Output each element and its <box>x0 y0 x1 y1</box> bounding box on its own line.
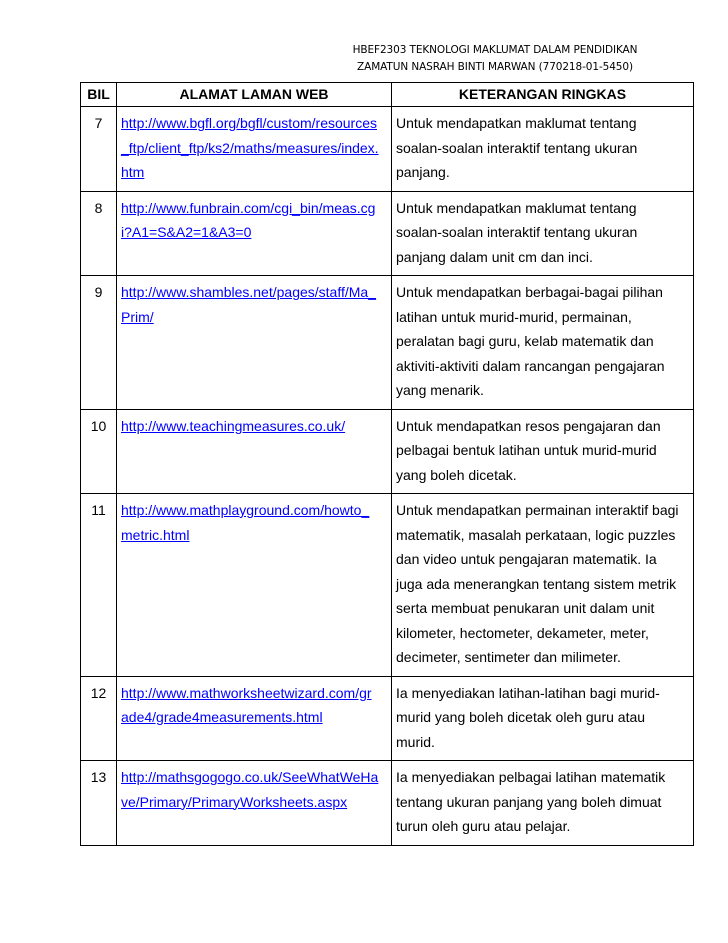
page-header <box>300 42 690 76</box>
description-cell <box>392 761 694 846</box>
description-line: yang menarik. <box>396 382 484 398</box>
row-number: 11 <box>81 494 117 677</box>
row-number: 7 <box>81 107 117 192</box>
table-row <box>81 191 694 276</box>
column-header-bil: BIL <box>81 83 117 107</box>
table-header-row <box>81 83 694 107</box>
url-line: http://www.teachingmeasures.co.uk/ <box>121 417 346 434</box>
description-line: serta membuat penukaran unit dalam unit <box>396 600 655 616</box>
description-line: murid. <box>396 733 435 750</box>
url-line: http://www.mathworksheetwizard.com/gr <box>121 684 372 701</box>
description-line: Untuk mendapatkan maklumat tentang <box>396 115 637 131</box>
url-line: Prim/ <box>121 308 154 325</box>
description-line: panjang. <box>396 164 450 180</box>
url-cell <box>117 494 392 677</box>
url-line: http://www.funbrain.com/cgi_bin/meas.cg <box>121 199 376 216</box>
description-line: tentang ukuran panjang yang boleh dimuat <box>396 793 662 810</box>
website-table <box>80 82 694 846</box>
description-cell <box>392 409 694 494</box>
row-number: 13 <box>81 761 117 846</box>
header-course-title: HBEF2303 TEKNOLOGI MAKLUMAT DALAM PENDIDIKAN <box>352 44 638 56</box>
description-line: dan video untuk pengajaran matematik. Ia <box>396 551 657 567</box>
url-line: htm <box>121 164 145 180</box>
url-cell <box>117 276 392 410</box>
url-cell <box>117 761 392 846</box>
website-link[interactable] <box>121 115 379 180</box>
description-line: matematik, masalah perkataan, logic puzzles <box>396 526 676 543</box>
column-header-alamat: ALAMAT LAMAN WEB <box>117 83 392 107</box>
url-line: metric.html <box>121 526 190 543</box>
website-link[interactable] <box>121 685 372 726</box>
description-line: pelbagai bentuk latihan untuk murid-murid <box>396 442 657 458</box>
description-cell <box>392 676 694 761</box>
description-line: soalan-soalan interaktif tentang ukuran <box>396 224 638 240</box>
table-row <box>81 761 694 846</box>
url-cell <box>117 191 392 276</box>
description-line: Untuk mendapatkan resos pengajaran dan <box>396 417 661 434</box>
url-line: ade4/grade4measurements.html <box>121 709 323 725</box>
description-line: decimeter, sentimeter dan milimeter. <box>396 649 621 665</box>
table-row <box>81 409 694 494</box>
description-line: juga ada menerangkan tentang sistem metrik <box>396 575 677 592</box>
website-link[interactable] <box>121 769 378 810</box>
description-line: Untuk mendapatkan berbagai-bagai pilihan <box>396 284 663 300</box>
url-line: _ftp/client_ftp/ks2/maths/measures/index. <box>121 139 379 156</box>
row-number: 9 <box>81 276 117 410</box>
description-cell <box>392 107 694 192</box>
url-line: http://www.shambles.net/pages/staff/Ma_ <box>121 284 376 300</box>
description-line: Untuk mendapatkan maklumat tentang <box>396 199 637 216</box>
table-row <box>81 676 694 761</box>
description-line: murid yang boleh dicetak oleh guru atau <box>396 709 646 725</box>
description-line: soalan-soalan interaktif tentang ukuran <box>396 139 638 156</box>
description-line: Ia menyediakan pelbagai latihan matematik <box>396 769 666 785</box>
table-row <box>81 494 694 677</box>
url-cell <box>117 409 392 494</box>
url-line: http://mathsgogogo.co.uk/SeeWhatWeHa <box>121 769 379 785</box>
description-cell <box>392 191 694 276</box>
description-line: Ia menyediakan latihan-latihan bagi murid- <box>396 684 660 701</box>
description-line: kilometer, hectometer, dekameter, meter, <box>396 624 649 641</box>
description-line: latihan untuk murid-murid, permainan, <box>396 308 632 325</box>
url-cell <box>117 107 392 192</box>
website-link[interactable] <box>121 502 369 543</box>
description-line: yang boleh dicetak. <box>396 466 517 483</box>
url-cell <box>117 676 392 761</box>
table-row <box>81 276 694 410</box>
row-number: 8 <box>81 191 117 276</box>
description-line: peralatan bagi guru, kelab matematik dan <box>396 333 654 349</box>
description-line: Untuk mendapatkan permainan interaktif bagi <box>396 502 679 518</box>
description-cell <box>392 494 694 677</box>
website-link[interactable] <box>121 284 376 325</box>
table-row <box>81 107 694 192</box>
url-line: http://www.mathplayground.com/howto_ <box>121 502 370 518</box>
website-link[interactable] <box>121 200 375 241</box>
description-line: panjang dalam unit cm dan inci. <box>396 248 593 265</box>
url-line: http://www.bgfl.org/bgfl/custom/resources <box>121 115 377 131</box>
column-header-keterangan: KETERANGAN RINGKAS <box>392 83 694 107</box>
header-student-name: ZAMATUN NASRAH BINTI MARWAN (770218-01-5450) <box>357 61 633 73</box>
row-number: 10 <box>81 409 117 494</box>
url-line: i?A1=S&A2=1&A3=0 <box>121 224 252 240</box>
description-line: turun oleh guru atau pelajar. <box>396 818 571 834</box>
website-link[interactable] <box>121 418 345 434</box>
url-line: ve/Primary/PrimaryWorksheets.aspx <box>121 793 348 810</box>
row-number: 12 <box>81 676 117 761</box>
description-line: aktiviti-aktiviti dalam rancangan pengajaran <box>396 357 665 374</box>
description-cell <box>392 276 694 410</box>
